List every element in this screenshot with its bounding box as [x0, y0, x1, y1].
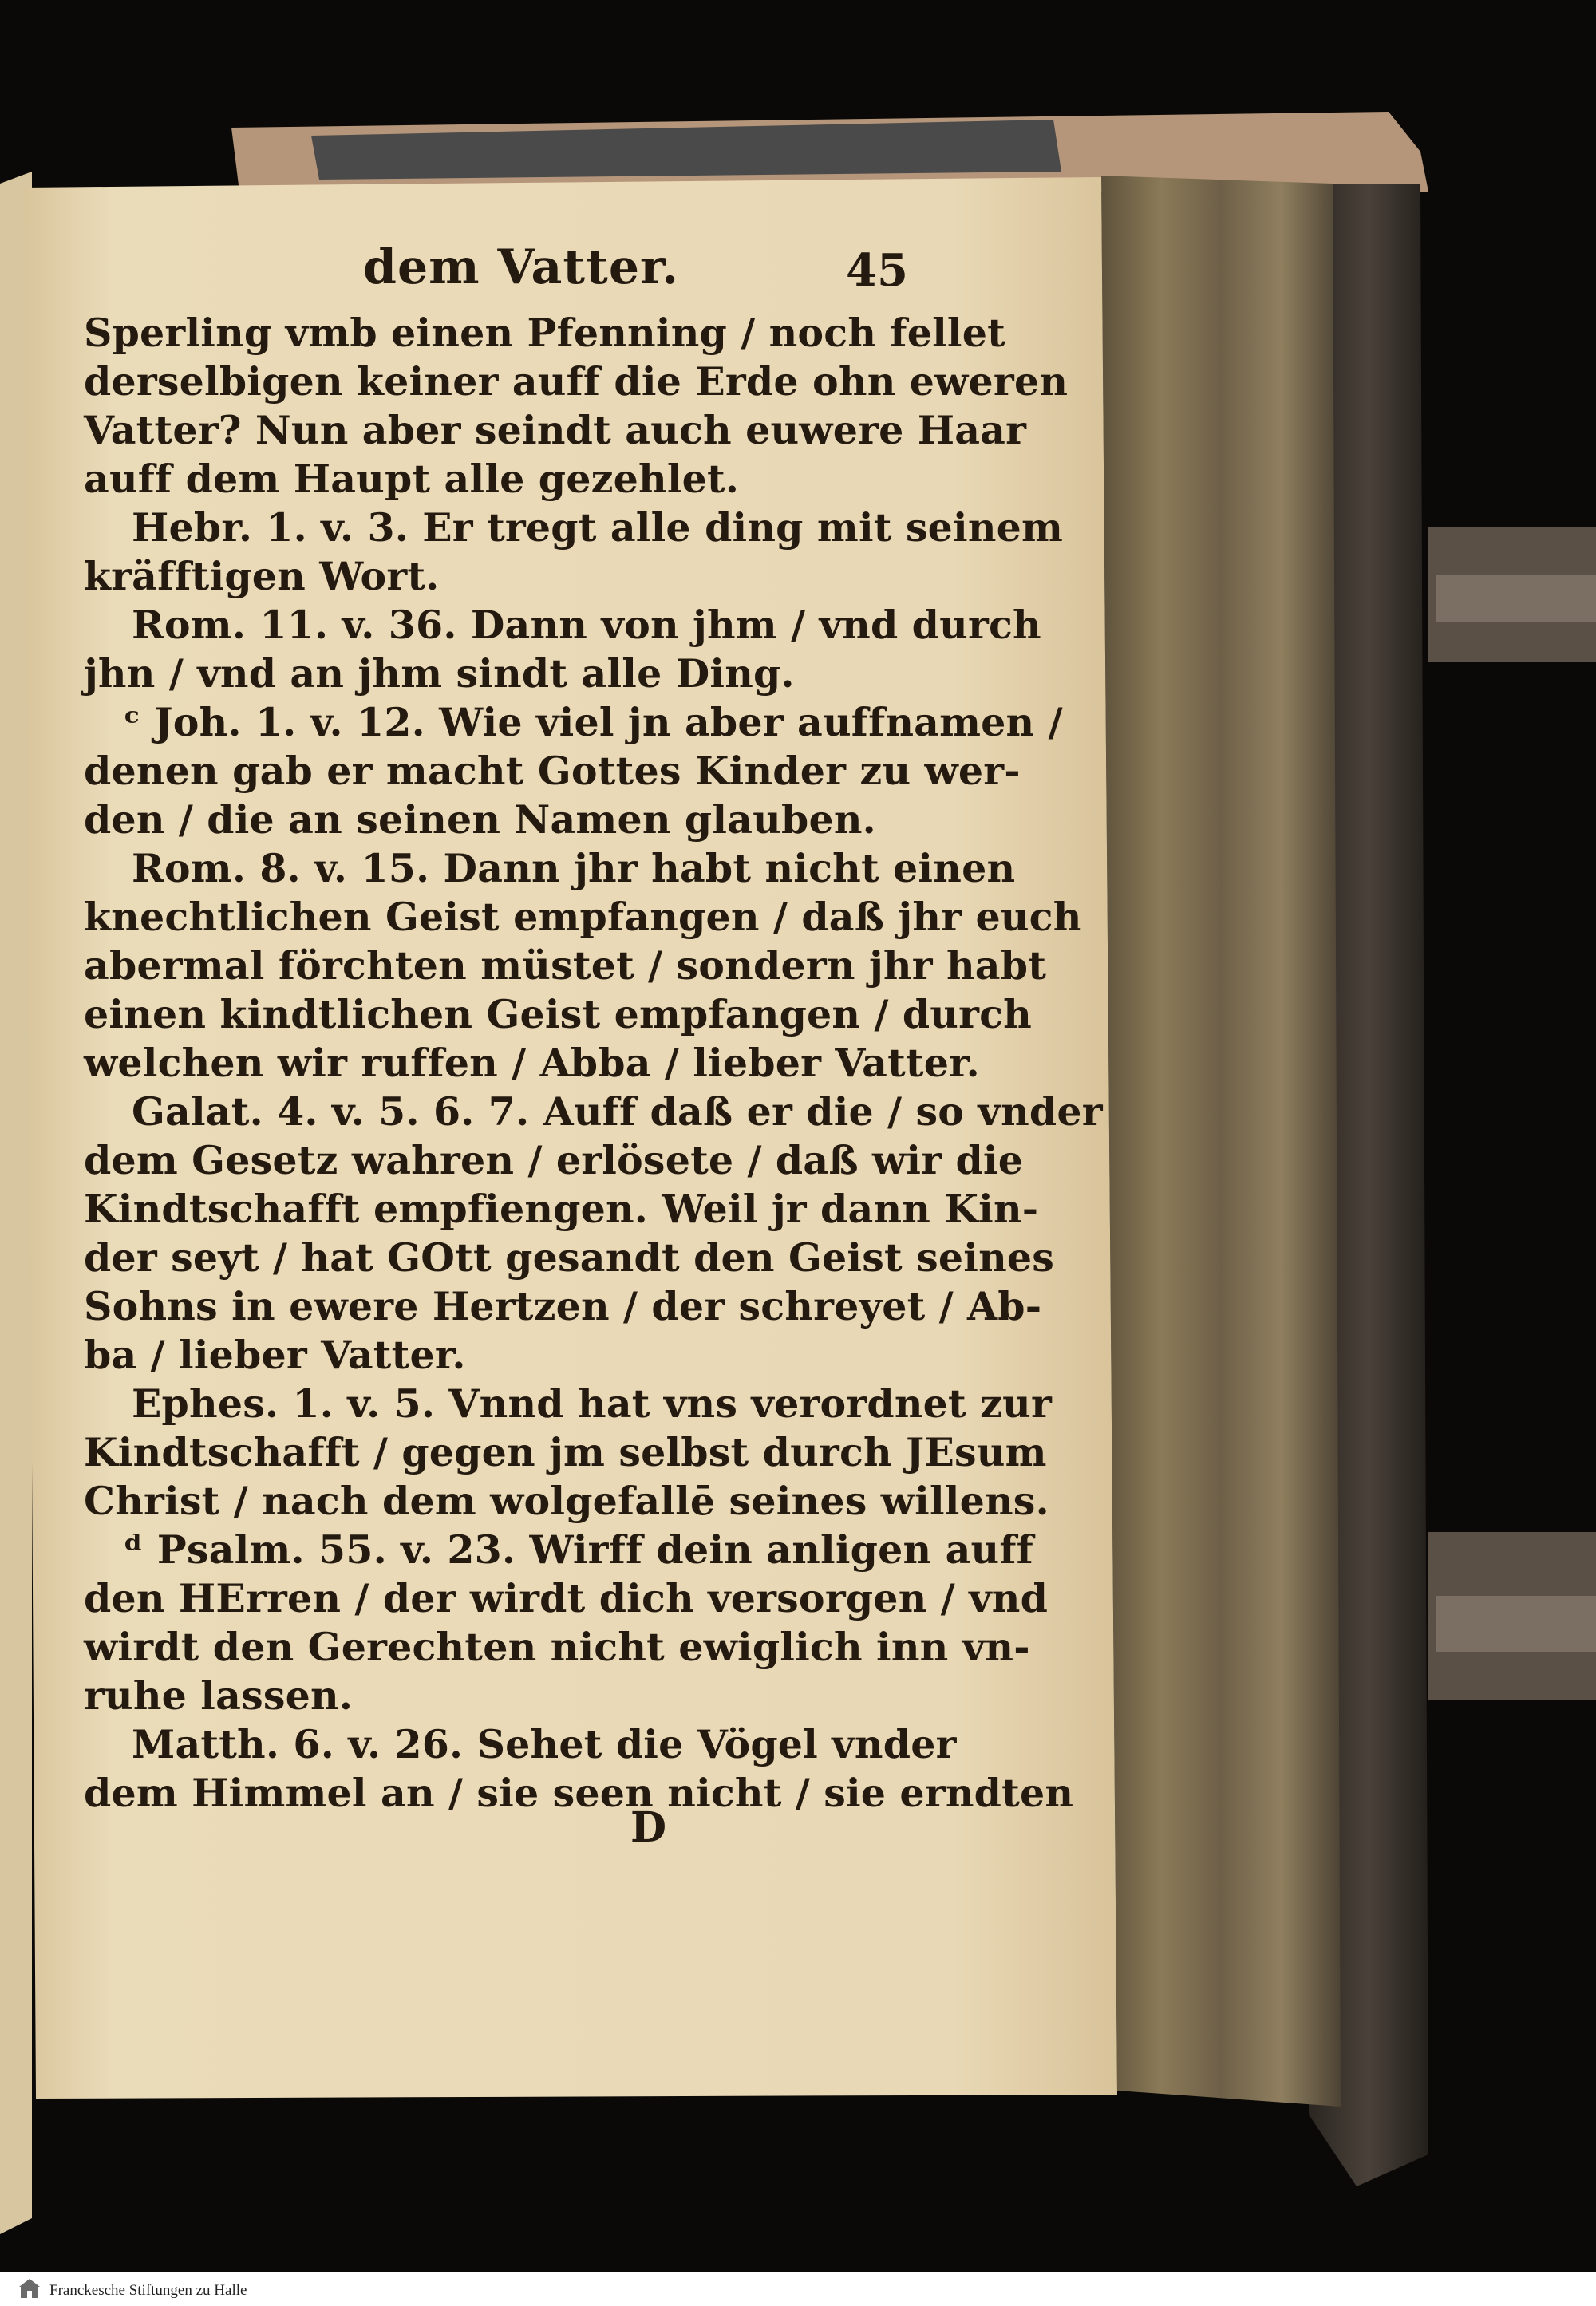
text-line: Kindtschafft / gegen jm selbst durch JEsum	[84, 1429, 1047, 1475]
text-line: abermal förchten müstet / sondern jhr habt	[84, 942, 1047, 989]
text-line: jhn / vnd an jhm sindt alle Ding.	[84, 650, 795, 697]
text-line: Ephes. 1. v. 5. Vnnd hat vns verordnet zur	[132, 1380, 1052, 1427]
text-line: wirdt den Gerechten nicht ewiglich inn vn-	[84, 1624, 1030, 1670]
text-line: dem Gesetz wahren / erlösete / daß wir die	[84, 1137, 1024, 1183]
text-line: ba / lieber Vatter.	[84, 1332, 466, 1378]
text-line: Christ / nach dem wolgefallē seines willens.	[84, 1478, 1049, 1524]
text-line: Kindtschafft empfiengen. Weil jr dann Kin-	[84, 1186, 1039, 1232]
signature-mark: D	[630, 1803, 667, 1852]
text-line: knechtlichen Geist empfangen / daß jhr euch	[84, 894, 1082, 940]
text-line: kräfftigen Wort.	[84, 553, 440, 599]
text-line: Rom. 11. v. 36. Dann von jhm / vnd durch	[132, 602, 1041, 648]
text-line: dem Himmel an / sie seen nicht / sie erndten	[84, 1770, 1074, 1816]
upper-clasp-bar	[1436, 575, 1596, 622]
text-line: Vatter? Nun aber seindt auch euwere Haar	[84, 407, 1027, 453]
text-line: Sohns in ewere Hertzen / der schreyet / Ab-	[84, 1283, 1042, 1329]
text-line: ᵈ Psalm. 55. v. 23. Wirff dein anligen auff	[124, 1526, 1033, 1573]
text-line: Matth. 6. v. 26. Sehet die Vögel vnder	[132, 1721, 957, 1767]
text-line: einen kindtlichen Geist empfangen / durch	[84, 991, 1033, 1037]
lower-clasp-bar	[1436, 1596, 1596, 1652]
text-line: den HErren / der wirdt dich versorgen / vnd	[84, 1575, 1049, 1621]
page-edges	[1101, 176, 1341, 2107]
text-line: ᶜ Joh. 1. v. 12. Wie viel jn aber auffnamen /	[124, 699, 1063, 745]
text-line: Hebr. 1. v. 3. Er tregt alle ding mit seinem	[132, 504, 1064, 551]
page-number: 45	[846, 244, 908, 297]
text-line: Rom. 8. v. 15. Dann jhr habt nicht einen	[132, 845, 1016, 891]
text-line: denen gab er macht Gottes Kinder zu wer-	[84, 748, 1021, 794]
institution-credit: Franckesche Stiftungen zu Halle	[49, 2282, 247, 2299]
text-line: auff dem Haupt alle gezehlet.	[84, 456, 740, 502]
running-head: dem Vatter.	[363, 239, 680, 295]
text-line: derselbigen keiner auff die Erde ohn eweren	[84, 358, 1069, 405]
text-line: welchen wir ruffen / Abba / lieber Vatter.	[84, 1040, 980, 1086]
text-line: Sperling vmb einen Pfenning / noch fellet	[84, 310, 1005, 356]
text-line: der seyt / hat GOtt gesandt den Geist seines	[84, 1234, 1055, 1281]
text-line: den / die an seinen Namen glauben.	[84, 796, 876, 843]
text-line: Galat. 4. v. 5. 6. 7. Auff daß er die / so vnder	[132, 1088, 1103, 1135]
text-line: ruhe lassen.	[84, 1672, 354, 1719]
institution-logo-icon	[16, 2276, 43, 2303]
